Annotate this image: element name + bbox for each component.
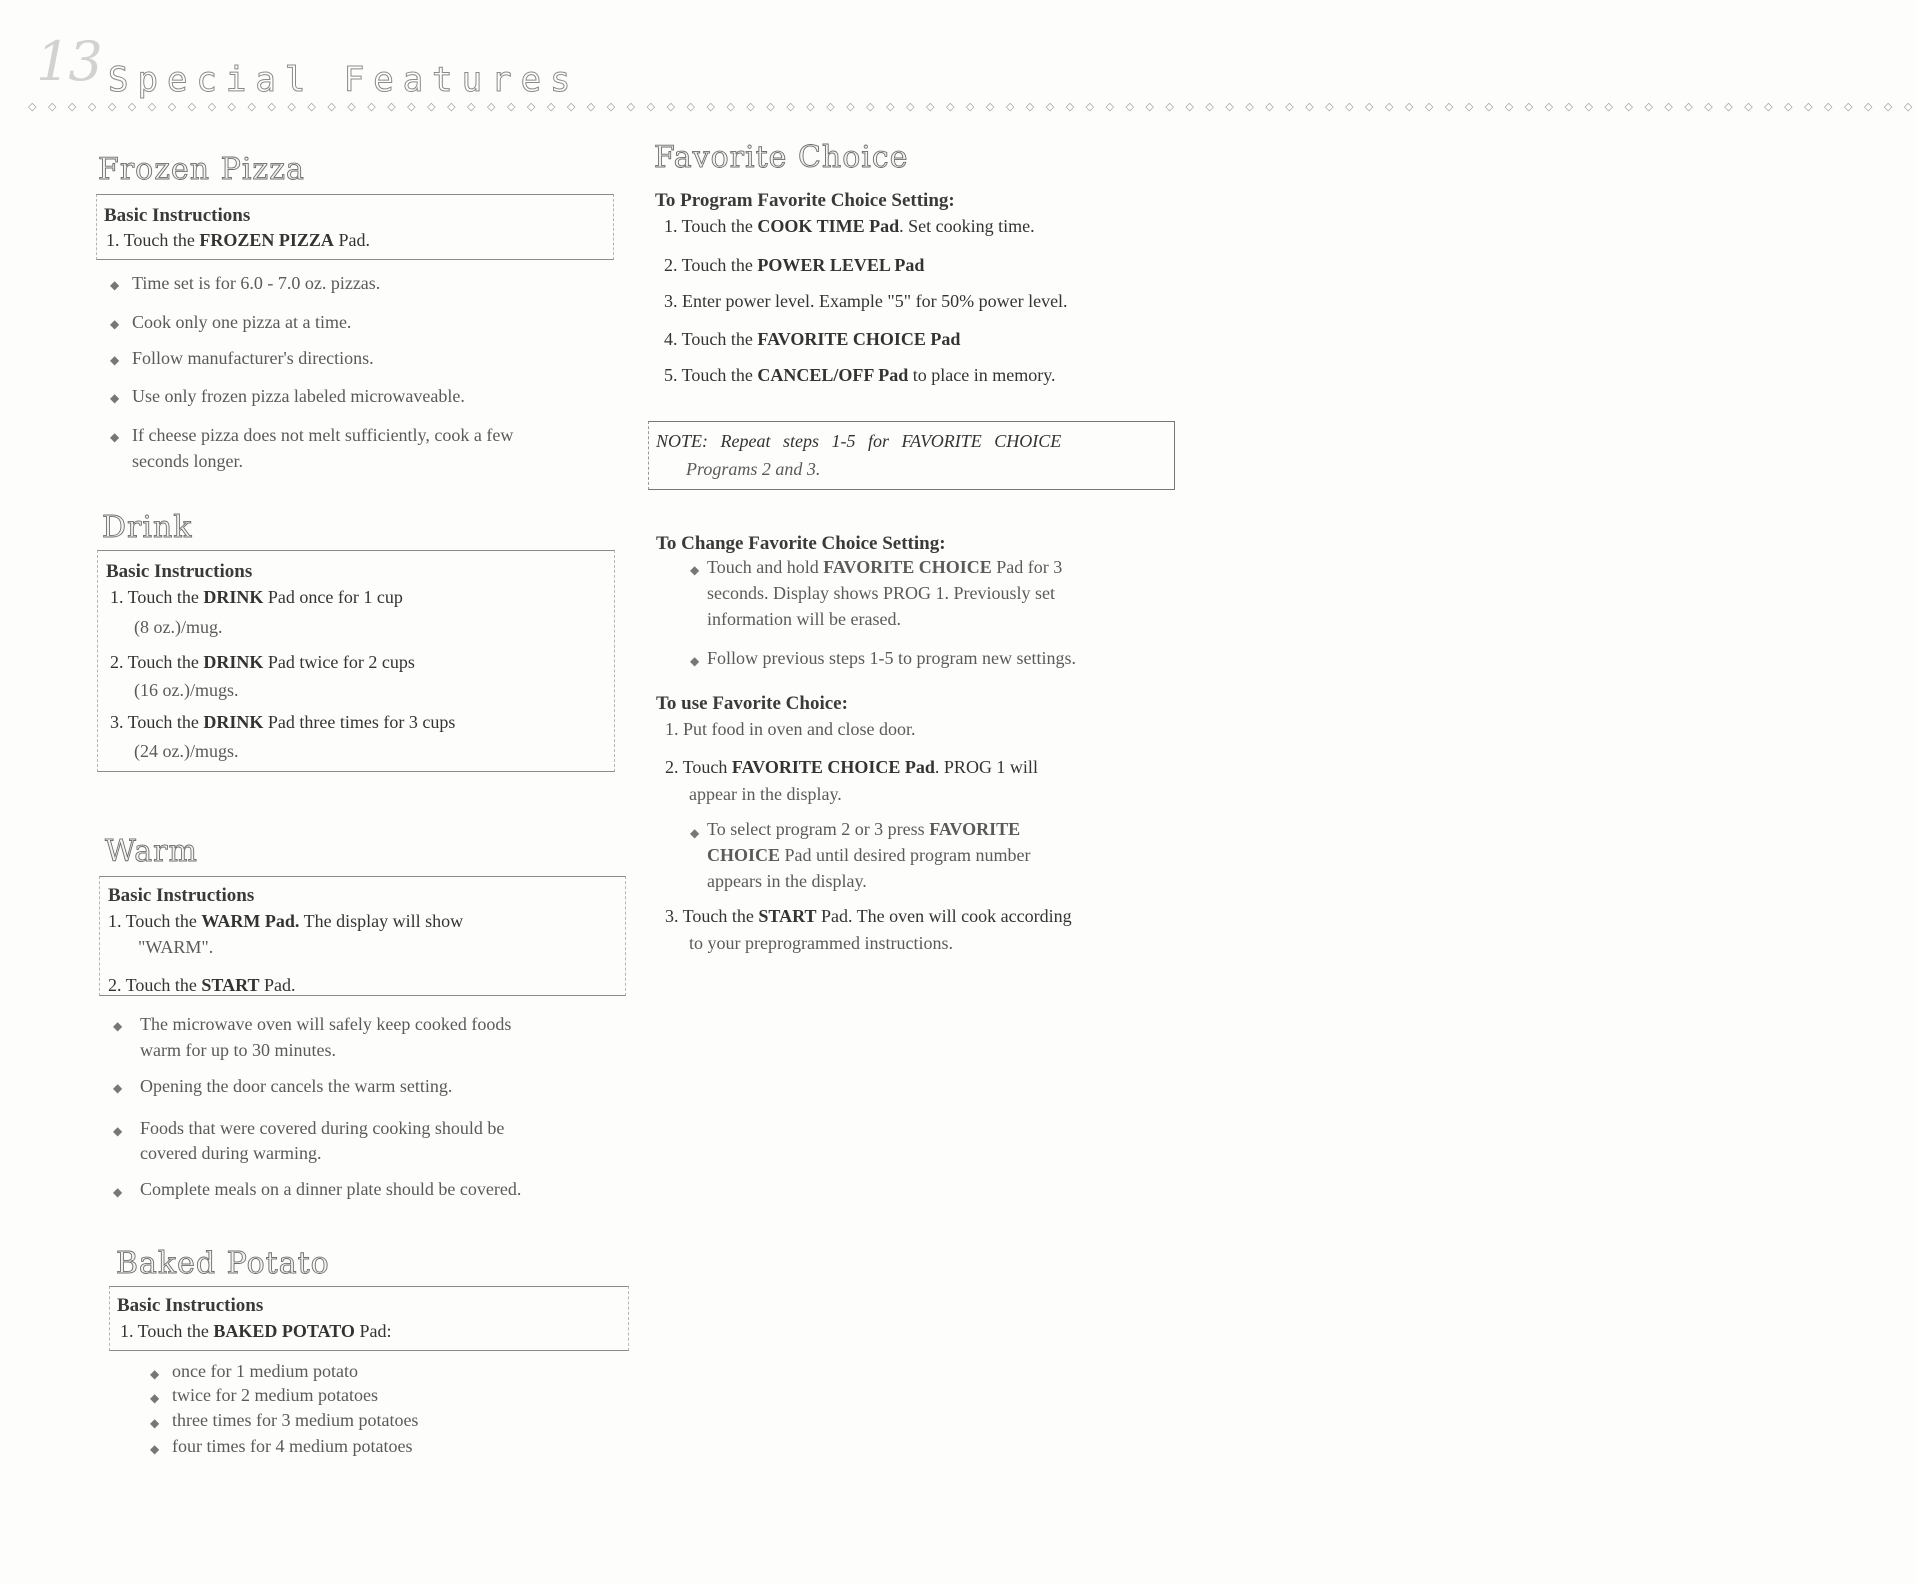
drink-step-3-cont: (24 oz.)/mugs. <box>134 741 239 761</box>
baked-potato-bullet: twice for 2 medium potatoes <box>172 1385 378 1405</box>
warm-bullet-cont: warm for up to 30 minutes. <box>140 1040 336 1060</box>
favorite-use-step-2-cont: appear in the display. <box>689 784 842 804</box>
section-title-warm: Warm <box>105 834 198 869</box>
warm-step-1-cont: "WARM". <box>138 937 214 957</box>
diamond-bullet-icon: ◆ <box>110 353 120 367</box>
page-header <box>28 20 1916 120</box>
drink-basic-heading: Basic Instructions <box>106 561 253 582</box>
frozen-pizza-step-1: 1. Touch the FROZEN PIZZA Pad. <box>106 230 370 250</box>
frozen-pizza-bullet-cont: seconds longer. <box>132 451 243 471</box>
warm-basic-heading: Basic Instructions <box>108 885 255 906</box>
favorite-use-step-2: 2. Touch FAVORITE CHOICE Pad. PROG 1 will <box>665 757 1038 777</box>
baked-potato-basic-heading: Basic Instructions <box>117 1295 264 1316</box>
diamond-bullet-icon: ◆ <box>113 1019 123 1033</box>
favorite-use-sub-1: To select program 2 or 3 press FAVORITE <box>707 819 1021 839</box>
warm-bullet-cont: covered during warming. <box>140 1143 322 1163</box>
section-title-baked-potato: Baked Potato <box>116 1246 330 1281</box>
favorite-change-line-1: Touch and hold FAVORITE CHOICE Pad for 3 <box>707 557 1063 577</box>
favorite-change-line-3: information will be erased. <box>707 609 901 629</box>
frozen-pizza-basic-heading: Basic Instructions <box>104 205 251 226</box>
section-title-drink: Drink <box>102 510 193 545</box>
diamond-bullet-icon: ◆ <box>150 1416 160 1430</box>
baked-potato-step-1: 1. Touch the BAKED POTATO Pad: <box>120 1321 392 1341</box>
page-number: 13 <box>36 30 101 93</box>
favorite-program-heading: To Program Favorite Choice Setting: <box>655 190 955 211</box>
favorite-change-line-2: seconds. Display shows PROG 1. Previously set <box>707 583 1056 603</box>
drink-step-1-cont: (8 oz.)/mug. <box>134 617 223 637</box>
favorite-use-step-3-cont: to your preprogrammed instructions. <box>689 933 953 953</box>
frozen-pizza-bullet: If cheese pizza does not melt sufficiently, cook a few <box>132 425 514 445</box>
diamond-bullet-icon: ◆ <box>113 1081 123 1095</box>
diamond-bullet-icon: ◆ <box>150 1367 160 1381</box>
diamond-bullet-icon: ◆ <box>113 1185 123 1199</box>
drink-step-2: 2. Touch the DRINK Pad twice for 2 cups <box>110 652 415 672</box>
diamond-bullet-icon: ◆ <box>690 563 700 577</box>
warm-step-2: 2. Touch the START Pad. <box>108 975 296 995</box>
frozen-pizza-bullet: Follow manufacturer's directions. <box>132 348 374 368</box>
baked-potato-bullet: once for 1 medium potato <box>172 1361 358 1381</box>
frozen-pizza-bullet: Cook only one pizza at a time. <box>132 312 352 332</box>
warm-bullet: Foods that were covered during cooking should be <box>140 1118 505 1138</box>
frozen-pizza-bullet: Use only frozen pizza labeled microwaveable. <box>132 386 465 406</box>
favorite-program-step-4: 4. Touch the FAVORITE CHOICE Pad <box>664 329 961 349</box>
warm-bullet: Opening the door cancels the warm setting. <box>140 1076 453 1096</box>
diamond-bullet-icon: ◆ <box>150 1391 160 1405</box>
favorite-use-step-3: 3. Touch the START Pad. The oven will cook according <box>665 906 1072 926</box>
drink-step-1: 1. Touch the DRINK Pad once for 1 cup <box>110 587 403 607</box>
diamond-bullet-icon: ◆ <box>113 1124 123 1138</box>
diamond-divider: ◇ ◇ ◇ ◇ ◇ ◇ ◇ ◇ ◇ ◇ ◇ ◇ ◇ ◇ ◇ ◇ ◇ ◇ ◇ ◇ ◇ ◇ ◇ ◇ ◇ ◇ ◇ ◇ ◇ ◇ ◇ ◇ ◇ ◇ ◇ ◇ ◇ ◇ ◇ ◇ ◇ ◇ ◇ ◇ ◇ ◇ ◇ ◇ ◇ ◇ ◇ ◇ ◇ ◇ ◇ ◇ ◇ ◇ ◇ ◇ ◇ ◇ ◇ ◇ ◇ ◇ ◇ ◇ ◇ ◇ ◇ ◇ ◇ ◇ ◇ ◇ ◇ ◇ ◇ ◇ ◇ ◇ ◇ ◇ ◇ ◇ ◇ ◇ ◇ ◇ ◇ ◇ ◇ ◇ ◇ <box>28 100 1916 113</box>
diamond-bullet-icon: ◆ <box>690 654 700 668</box>
favorite-note-line-2: Programs 2 and 3. <box>686 459 821 479</box>
diamond-bullet-icon: ◆ <box>110 391 120 405</box>
section-title-favorite-choice: Favorite Choice <box>654 140 909 175</box>
favorite-use-sub-2: CHOICE Pad until desired program number <box>707 845 1031 865</box>
diamond-bullet-icon: ◆ <box>110 430 120 444</box>
diamond-bullet-icon: ◆ <box>690 826 700 840</box>
warm-step-1: 1. Touch the WARM Pad. The display will show <box>108 911 464 931</box>
drink-step-2-cont: (16 oz.)/mugs. <box>134 680 239 700</box>
favorite-program-step-3: 3. Enter power level. Example "5" for 50% power level. <box>664 291 1068 311</box>
baked-potato-bullet: four times for 4 medium potatoes <box>172 1436 413 1456</box>
diamond-bullet-icon: ◆ <box>110 278 120 292</box>
favorite-change-heading: To Change Favorite Choice Setting: <box>656 533 946 554</box>
warm-bullet: Complete meals on a dinner plate should be covered. <box>140 1179 522 1199</box>
favorite-use-step-1: 1. Put food in oven and close door. <box>665 719 916 739</box>
favorite-use-sub-3: appears in the display. <box>707 871 867 891</box>
diamond-bullet-icon: ◆ <box>110 317 120 331</box>
favorite-program-step-1: 1. Touch the COOK TIME Pad. Set cooking time. <box>664 216 1035 236</box>
frozen-pizza-bullet: Time set is for 6.0 - 7.0 oz. pizzas. <box>132 273 381 293</box>
section-title-frozen-pizza: Frozen Pizza <box>98 152 305 187</box>
favorite-note-line-1: NOTE: Repeat steps 1-5 for FAVORITE CHOICE <box>656 431 1062 451</box>
warm-bullet: The microwave oven will safely keep cooked foods <box>140 1014 512 1034</box>
favorite-program-step-5: 5. Touch the CANCEL/OFF Pad to place in memory. <box>664 365 1056 385</box>
page-title: Special Features <box>108 60 580 100</box>
favorite-use-heading: To use Favorite Choice: <box>656 693 848 714</box>
drink-step-3: 3. Touch the DRINK Pad three times for 3 cups <box>110 712 456 732</box>
favorite-change-line-4: Follow previous steps 1-5 to program new settings. <box>707 648 1076 668</box>
baked-potato-bullet: three times for 3 medium potatoes <box>172 1410 419 1430</box>
favorite-program-step-2: 2. Touch the POWER LEVEL Pad <box>664 255 925 275</box>
diamond-bullet-icon: ◆ <box>150 1442 160 1456</box>
